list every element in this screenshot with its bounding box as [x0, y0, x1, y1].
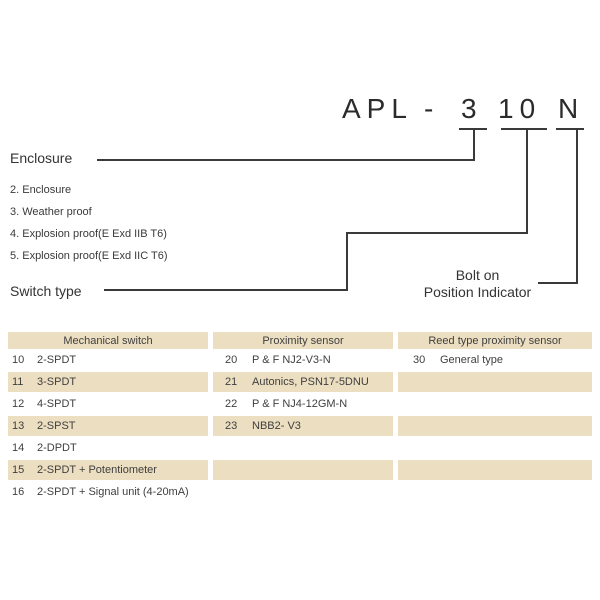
table-cell	[8, 438, 208, 458]
option-code: 30	[413, 354, 426, 366]
option-code: 10	[12, 354, 25, 366]
option-code: 14	[12, 442, 25, 454]
table-cell	[8, 372, 208, 392]
connector-vertical-indicator	[576, 129, 578, 284]
connector-enclosure	[97, 159, 475, 161]
enclosure-option: 5. Explosion proof(E Exd IIC T6)	[10, 250, 168, 262]
option-code: 22	[225, 398, 238, 410]
option-label: 2-SPST	[37, 420, 76, 432]
table-cell	[213, 350, 393, 370]
option-label: General type	[440, 354, 503, 366]
connector-switch-type-h1	[104, 289, 348, 291]
option-label: 2-DPDT	[37, 442, 77, 454]
table-cell	[398, 394, 592, 414]
model-code-segment-switch-type: 10	[498, 93, 542, 124]
table-header-reed-type-proximity-sensor: Reed type proximity sensor	[398, 332, 592, 349]
table-cell	[8, 416, 208, 436]
table-cell	[398, 372, 592, 392]
connector-switch-type-v	[346, 232, 348, 291]
table-cell	[8, 460, 208, 480]
option-code: 21	[225, 376, 238, 388]
switch-type-callout-label: Switch type	[10, 283, 82, 299]
table-cell	[8, 394, 208, 414]
table-cell	[213, 394, 393, 414]
option-code: 20	[225, 354, 238, 366]
table-cell	[213, 482, 393, 502]
table-cell	[398, 460, 592, 480]
position-indicator-callout-label	[405, 267, 550, 301]
option-label: 2-SPDT + Potentiometer	[37, 464, 157, 476]
model-code-prefix: APL	[342, 93, 413, 124]
table-cell	[398, 482, 592, 502]
option-label: 2-SPDT	[37, 354, 77, 366]
enclosure-option: 4. Explosion proof(E Exd IIB T6)	[10, 228, 167, 240]
enclosure-option: 2. Enclosure	[10, 184, 72, 196]
option-label: 2-SPDT + Signal unit (4-20mA)	[37, 486, 189, 498]
option-label: NBB2- V3	[252, 420, 301, 432]
table-cell	[8, 482, 208, 502]
table-header-proximity-sensor: Proximity sensor	[213, 332, 393, 349]
option-code: 15	[12, 464, 25, 476]
table-cell	[398, 416, 592, 436]
model-code-segment-enclosure: 3	[461, 93, 483, 124]
option-label: P & F NJ2-V3-N	[252, 354, 331, 366]
code-underline-indicator	[556, 128, 584, 130]
table-cell	[213, 416, 393, 436]
enclosure-callout-label: Enclosure	[10, 150, 73, 166]
table-cell	[213, 460, 393, 480]
table-cell	[213, 438, 393, 458]
option-code: 11	[12, 376, 24, 388]
enclosure-option: 3. Weather proof	[10, 206, 92, 218]
option-code: 13	[12, 420, 25, 432]
ordering-table	[8, 332, 592, 503]
table-cell	[398, 438, 592, 458]
connector-indicator	[538, 282, 578, 284]
enclosure-options-list	[10, 179, 168, 267]
position-indicator-label-line1: Bolt on	[455, 267, 500, 283]
table-header-mechanical-switch: Mechanical switch	[8, 332, 208, 349]
table-cell	[398, 350, 592, 370]
position-indicator-label-line2: Position Indicator	[423, 284, 532, 300]
option-code: 12	[12, 398, 25, 410]
model-code-separator: -	[424, 93, 440, 124]
option-label: Autonics, PSN17-5DNU	[252, 376, 369, 388]
code-underline-switch-type	[501, 128, 547, 130]
option-label: 4-SPDT	[37, 398, 77, 410]
connector-vertical-enclosure	[473, 129, 475, 161]
connector-vertical-switch-type	[526, 129, 528, 234]
model-code-segment-indicator: N	[558, 93, 585, 124]
table-cell	[213, 372, 393, 392]
option-label: P & F NJ4-12GM-N	[252, 398, 348, 410]
connector-switch-type-h2	[346, 232, 528, 234]
option-code: 16	[12, 486, 25, 498]
option-label: 3-SPDT	[37, 376, 77, 388]
table-cell	[8, 350, 208, 370]
option-code: 23	[225, 420, 238, 432]
